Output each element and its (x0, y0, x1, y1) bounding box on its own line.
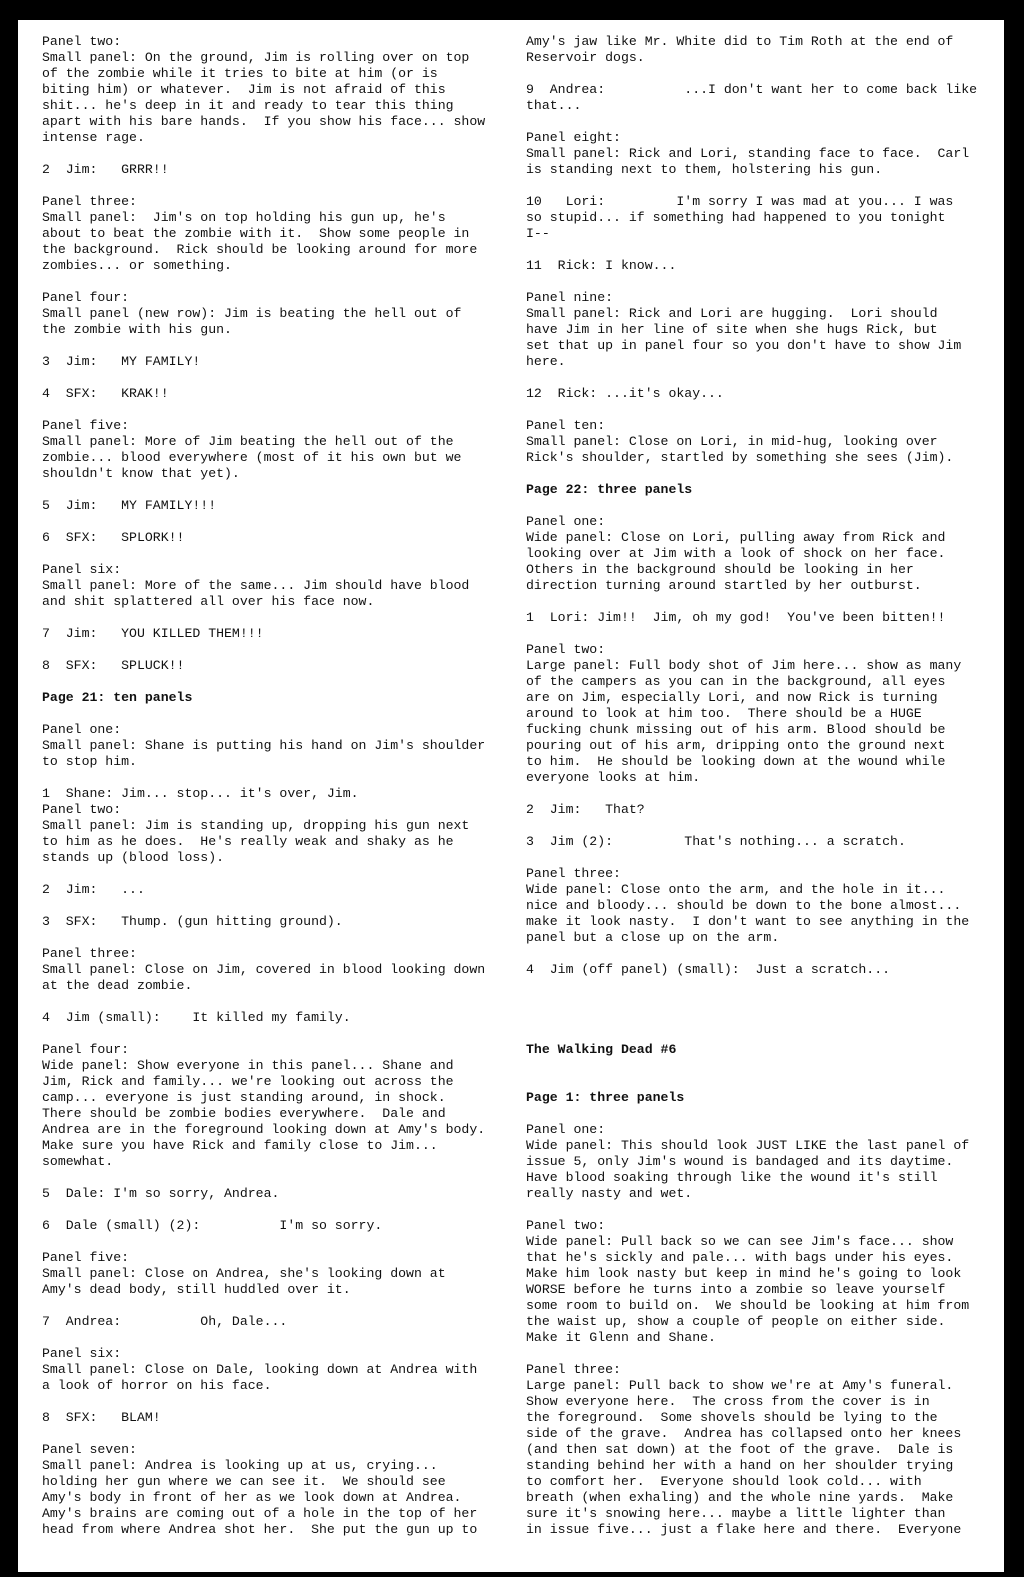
script-line: Wide panel: Pull back so we can see Jim's face... show (526, 1234, 954, 1249)
script-line: Amy's brains are coming out of a hole in the top of her (42, 1506, 478, 1521)
blank-line (42, 706, 504, 722)
script-line: 3 SFX: Thump. (gun hitting ground). (42, 914, 343, 929)
script-line: at the dead zombie. (42, 978, 193, 993)
blank-line (526, 994, 988, 1010)
script-line: in issue five... just a flake here and there. Everyone (526, 1522, 962, 1537)
script-line: shouldn't know that yet). (42, 466, 240, 481)
blank-line (42, 338, 504, 354)
blank-line (526, 818, 988, 834)
script-line: a look of horror on his face. (42, 1378, 272, 1393)
script-line: Make it Glenn and Shane. (526, 1330, 716, 1345)
script-line: Panel ten: (526, 418, 606, 433)
blank-line (526, 370, 988, 386)
script-line: Reservoir dogs. (526, 50, 645, 65)
script-line: so stupid... if something had happened to you tonight (526, 210, 946, 225)
script-line: here. (526, 354, 566, 369)
script-line: direction turning around startled by her outburst. (526, 578, 922, 593)
script-line: of the zombie while it tries to bite at him (or is (42, 66, 438, 81)
blank-line (42, 1330, 504, 1346)
script-line: some room to build on. We should be looking at him from (526, 1298, 970, 1313)
script-line: are on Jim, especially Lori, and now Rick is turning (526, 690, 938, 705)
script-line: Panel two: (42, 802, 122, 817)
script-line: looking over at Jim with a look of shock on her face. (526, 546, 946, 561)
script-line: Panel five: (42, 418, 130, 433)
script-line: Panel three: (526, 1362, 621, 1377)
blank-line (526, 178, 988, 194)
script-line: nice and bloody... should be down to the bone almost... (526, 898, 962, 913)
script-line: 5 Dale: I'm so sorry, Andrea. (42, 1186, 280, 1201)
blank-line (526, 786, 988, 802)
script-line: panel but a close up on the arm. (526, 930, 780, 945)
script-line: issue 5, only Jim's wound is bandaged and its daytime. (526, 1154, 954, 1169)
script-line: sure it's snowing here... maybe a little lighter than (526, 1506, 946, 1521)
blank-line (42, 1202, 504, 1218)
script-line: Small panel (new row): Jim is beating the hell out of (42, 306, 462, 321)
script-line: breath (when exhaling) and the whole nine yards. Make (526, 1490, 954, 1505)
script-line: WORSE before he turns into a zombie so leave yourself (526, 1282, 946, 1297)
script-line: have Jim in her line of site when she hugs Rick, but (526, 322, 938, 337)
script-line: everyone looks at him. (526, 770, 701, 785)
script-line: Small panel: Shane is putting his hand on Jim's shoulder (42, 738, 486, 753)
blank-line (42, 1234, 504, 1250)
blank-line (42, 546, 504, 562)
script-line: Small panel: Jim's on top holding his gun up, he's (42, 210, 446, 225)
script-line: make it look nasty. I don't want to see anything in the (526, 914, 970, 929)
blank-line (526, 498, 988, 514)
section-heading: The Walking Dead #6 (526, 1042, 677, 1057)
script-line: 8 SFX: SPLUCK!! (42, 658, 185, 673)
script-line: Panel seven: (42, 1442, 137, 1457)
blank-line (42, 1394, 504, 1410)
blank-line (42, 1426, 504, 1442)
script-line: 1 Lori: Jim!! Jim, oh my god! You've been bitten!! (526, 610, 946, 625)
script-line: Show everyone here. The cross from the cover is in (526, 1394, 930, 1409)
script-line: 1 Shane: Jim... stop... it's over, Jim. (42, 786, 359, 801)
section-heading: Page 22: three panels (526, 482, 693, 497)
blank-line (42, 930, 504, 946)
script-line: Wide panel: Show everyone in this panel... Shane and (42, 1058, 454, 1073)
script-line: Panel three: (526, 866, 621, 881)
blank-line (526, 402, 988, 418)
script-line: Others in the background should be looking in her (526, 562, 914, 577)
script-line: 10 Lori: I'm sorry I was mad at you... I was (526, 194, 954, 209)
blank-line (42, 146, 504, 162)
script-line: Rick's shoulder, startled by something she sees (Jim). (526, 450, 954, 465)
script-line: around to look at him too. There should be a HUGE (526, 706, 922, 721)
script-line: that he's sickly and pale... with bags under his eyes. (526, 1250, 954, 1265)
script-line: 6 Dale (small) (2): I'm so sorry. (42, 1218, 383, 1233)
script-line: Small panel: Close on Jim, covered in blood looking down (42, 962, 486, 977)
section-heading: Page 1: three panels (526, 1090, 685, 1105)
script-line: Panel three: (42, 194, 137, 209)
script-line: Small panel: On the ground, Jim is rolling over on top (42, 50, 470, 65)
script-line: Small panel: More of Jim beating the hell out of the (42, 434, 454, 449)
script-line: that... (526, 98, 582, 113)
script-line: shit... he's deep in it and ready to tear this thing (42, 98, 454, 113)
script-line: Jim, Rick and family... we're looking out across the (42, 1074, 454, 1089)
script-line: to stop him. (42, 754, 137, 769)
script-line: 4 Jim (small): It killed my family. (42, 1010, 351, 1025)
script-line: Panel three: (42, 946, 137, 961)
script-line: zombies... or something. (42, 258, 232, 273)
blank-line (526, 66, 988, 82)
blank-line (42, 866, 504, 882)
script-line: Panel two: (526, 642, 606, 657)
script-line: 11 Rick: I know... (526, 258, 677, 273)
blank-line (42, 370, 504, 386)
blank-line (42, 402, 504, 418)
blank-line (526, 274, 988, 290)
script-line: 3 Jim (2): That's nothing... a scratch. (526, 834, 906, 849)
blank-line (526, 1202, 988, 1218)
script-line: Wide panel: This should look JUST LIKE the last panel of (526, 1138, 970, 1153)
script-line: Panel eight: (526, 130, 621, 145)
script-line: to comfort her. Everyone should look cold... with (526, 1474, 922, 1489)
script-line: pouring out of his arm, dripping onto the ground next (526, 738, 946, 753)
script-line: head from where Andrea shot her. She put the gun up to (42, 1522, 478, 1537)
script-line: Panel one: (526, 514, 606, 529)
script-line: 7 Andrea: Oh, Dale... (42, 1314, 288, 1329)
script-line: the zombie with his gun. (42, 322, 232, 337)
script-line: the foreground. Some shovels should be lying to the (526, 1410, 938, 1425)
right-column (526, 34, 988, 1538)
script-line: Amy's jaw like Mr. White did to Tim Roth at the end of (526, 34, 954, 49)
blank-line (526, 1074, 988, 1090)
script-line: Amy's dead body, still huddled over it. (42, 1282, 351, 1297)
script-line: Panel six: (42, 1346, 122, 1361)
script-line: 2 Jim: GRRR!! (42, 162, 169, 177)
blank-line (42, 178, 504, 194)
blank-line (526, 114, 988, 130)
script-line: is standing next to them, holstering his gun. (526, 162, 883, 177)
script-line: set that up in panel four so you don't have to show Jim (526, 338, 962, 353)
script-line: 8 SFX: BLAM! (42, 1410, 161, 1425)
script-line: Wide panel: Close on Lori, pulling away from Rick and (526, 530, 946, 545)
script-line: 3 Jim: MY FAMILY! (42, 354, 201, 369)
blank-line (42, 1170, 504, 1186)
script-line: 5 Jim: MY FAMILY!!! (42, 498, 217, 513)
blank-line (526, 1058, 988, 1074)
blank-line (526, 594, 988, 610)
script-line: There should be zombie bodies everywhere. Dale and (42, 1106, 446, 1121)
script-line: camp... everyone is just standing around, in shock. (42, 1090, 446, 1105)
script-line: Panel one: (526, 1122, 606, 1137)
script-line: holding her gun where we can see it. We should see (42, 1474, 446, 1489)
blank-line (526, 1010, 988, 1026)
script-line: Make him look nasty but keep in mind he's going to look (526, 1266, 962, 1281)
script-line: Small panel: Close on Dale, looking down at Andrea with (42, 1362, 478, 1377)
section-heading: Page 21: ten panels (42, 690, 193, 705)
blank-line (526, 242, 988, 258)
script-line: intense rage. (42, 130, 145, 145)
script-line: Small panel: Jim is standing up, dropping his gun next (42, 818, 470, 833)
script-line: (and then sat down) at the foot of the grave. Dale is (526, 1442, 954, 1457)
script-line: 2 Jim: That? (526, 802, 645, 817)
script-line: 6 SFX: SPLORK!! (42, 530, 185, 545)
script-line: to him as he does. He's really weak and shaky as he (42, 834, 454, 849)
script-line: Amy's body in front of her as we look down at Andrea. (42, 1490, 462, 1505)
script-line: Panel two: (526, 1218, 606, 1233)
script-line: and shit splattered all over his face now. (42, 594, 375, 609)
blank-line (42, 514, 504, 530)
left-column (42, 34, 504, 1538)
script-line: the waist up, show a couple of people on either side. (526, 1314, 946, 1329)
script-line: of the campers as you can in the background, all eyes (526, 674, 946, 689)
script-line: somewhat. (42, 1154, 114, 1169)
script-line: Large panel: Full body shot of Jim here... show as many (526, 658, 962, 673)
script-line: Have blood soaking through like the wound it's still (526, 1170, 938, 1185)
blank-line (42, 610, 504, 626)
script-line: fucking chunk missing out of his arm. Blood should be (526, 722, 946, 737)
script-line: 4 Jim (off panel) (small): Just a scratch... (526, 962, 891, 977)
script-line: side of the grave. Andrea has collapsed onto her knees (526, 1426, 962, 1441)
script-line: Small panel: Close on Andrea, she's looking down at (42, 1266, 446, 1281)
blank-line (526, 1346, 988, 1362)
script-line: 9 Andrea: ...I don't want her to come back like (526, 82, 978, 97)
script-line: 12 Rick: ...it's okay... (526, 386, 724, 401)
blank-line (42, 642, 504, 658)
script-line: 4 SFX: KRAK!! (42, 386, 169, 401)
script-page (18, 20, 1004, 1572)
script-line: really nasty and wet. (526, 1186, 693, 1201)
blank-line (42, 898, 504, 914)
script-line: the background. Rick should be looking around for more (42, 242, 478, 257)
blank-line (42, 274, 504, 290)
blank-line (42, 770, 504, 786)
script-line: Panel two: (42, 34, 122, 49)
script-line: Panel four: (42, 290, 130, 305)
blank-line (526, 946, 988, 962)
blank-line (526, 1026, 988, 1042)
script-line: Panel five: (42, 1250, 130, 1265)
script-line: Small panel: Rick and Lori are hugging. Lori should (526, 306, 938, 321)
blank-line (526, 850, 988, 866)
script-line: Panel one: (42, 722, 122, 737)
script-line: Large panel: Pull back to show we're at Amy's funeral. (526, 1378, 954, 1393)
script-line: Wide panel: Close onto the arm, and the hole in it... (526, 882, 946, 897)
script-line: 7 Jim: YOU KILLED THEM!!! (42, 626, 264, 641)
blank-line (526, 626, 988, 642)
script-line: stands up (blood loss). (42, 850, 225, 865)
script-line: standing behind her with a hand on her shoulder trying (526, 1458, 954, 1473)
blank-line (42, 1026, 504, 1042)
script-line: Small panel: More of the same... Jim should have blood (42, 578, 470, 593)
script-line: zombie... blood everywhere (most of it his own but we (42, 450, 462, 465)
script-line: apart with his bare hands. If you show his face... show (42, 114, 486, 129)
script-line: Make sure you have Rick and family close to Jim... (42, 1138, 438, 1153)
script-line: Small panel: Rick and Lori, standing face to face. Carl (526, 146, 970, 161)
script-line: 2 Jim: ... (42, 882, 145, 897)
blank-line (526, 466, 988, 482)
blank-line (42, 674, 504, 690)
script-line: about to beat the zombie with it. Show some people in (42, 226, 470, 241)
blank-line (526, 978, 988, 994)
script-line: Andrea are in the foreground looking down at Amy's body. (42, 1122, 486, 1137)
script-line: Panel four: (42, 1042, 130, 1057)
script-line: biting him) or whatever. Jim is not afraid of this (42, 82, 446, 97)
script-line: I-- (526, 226, 550, 241)
blank-line (42, 482, 504, 498)
blank-line (42, 1298, 504, 1314)
script-line: Small panel: Andrea is looking up at us, crying... (42, 1458, 438, 1473)
script-line: to him. He should be looking down at the wound while (526, 754, 946, 769)
script-line: Panel nine: (526, 290, 614, 305)
blank-line (526, 1106, 988, 1122)
blank-line (42, 994, 504, 1010)
script-line: Panel six: (42, 562, 122, 577)
script-line: Small panel: Close on Lori, in mid-hug, looking over (526, 434, 938, 449)
